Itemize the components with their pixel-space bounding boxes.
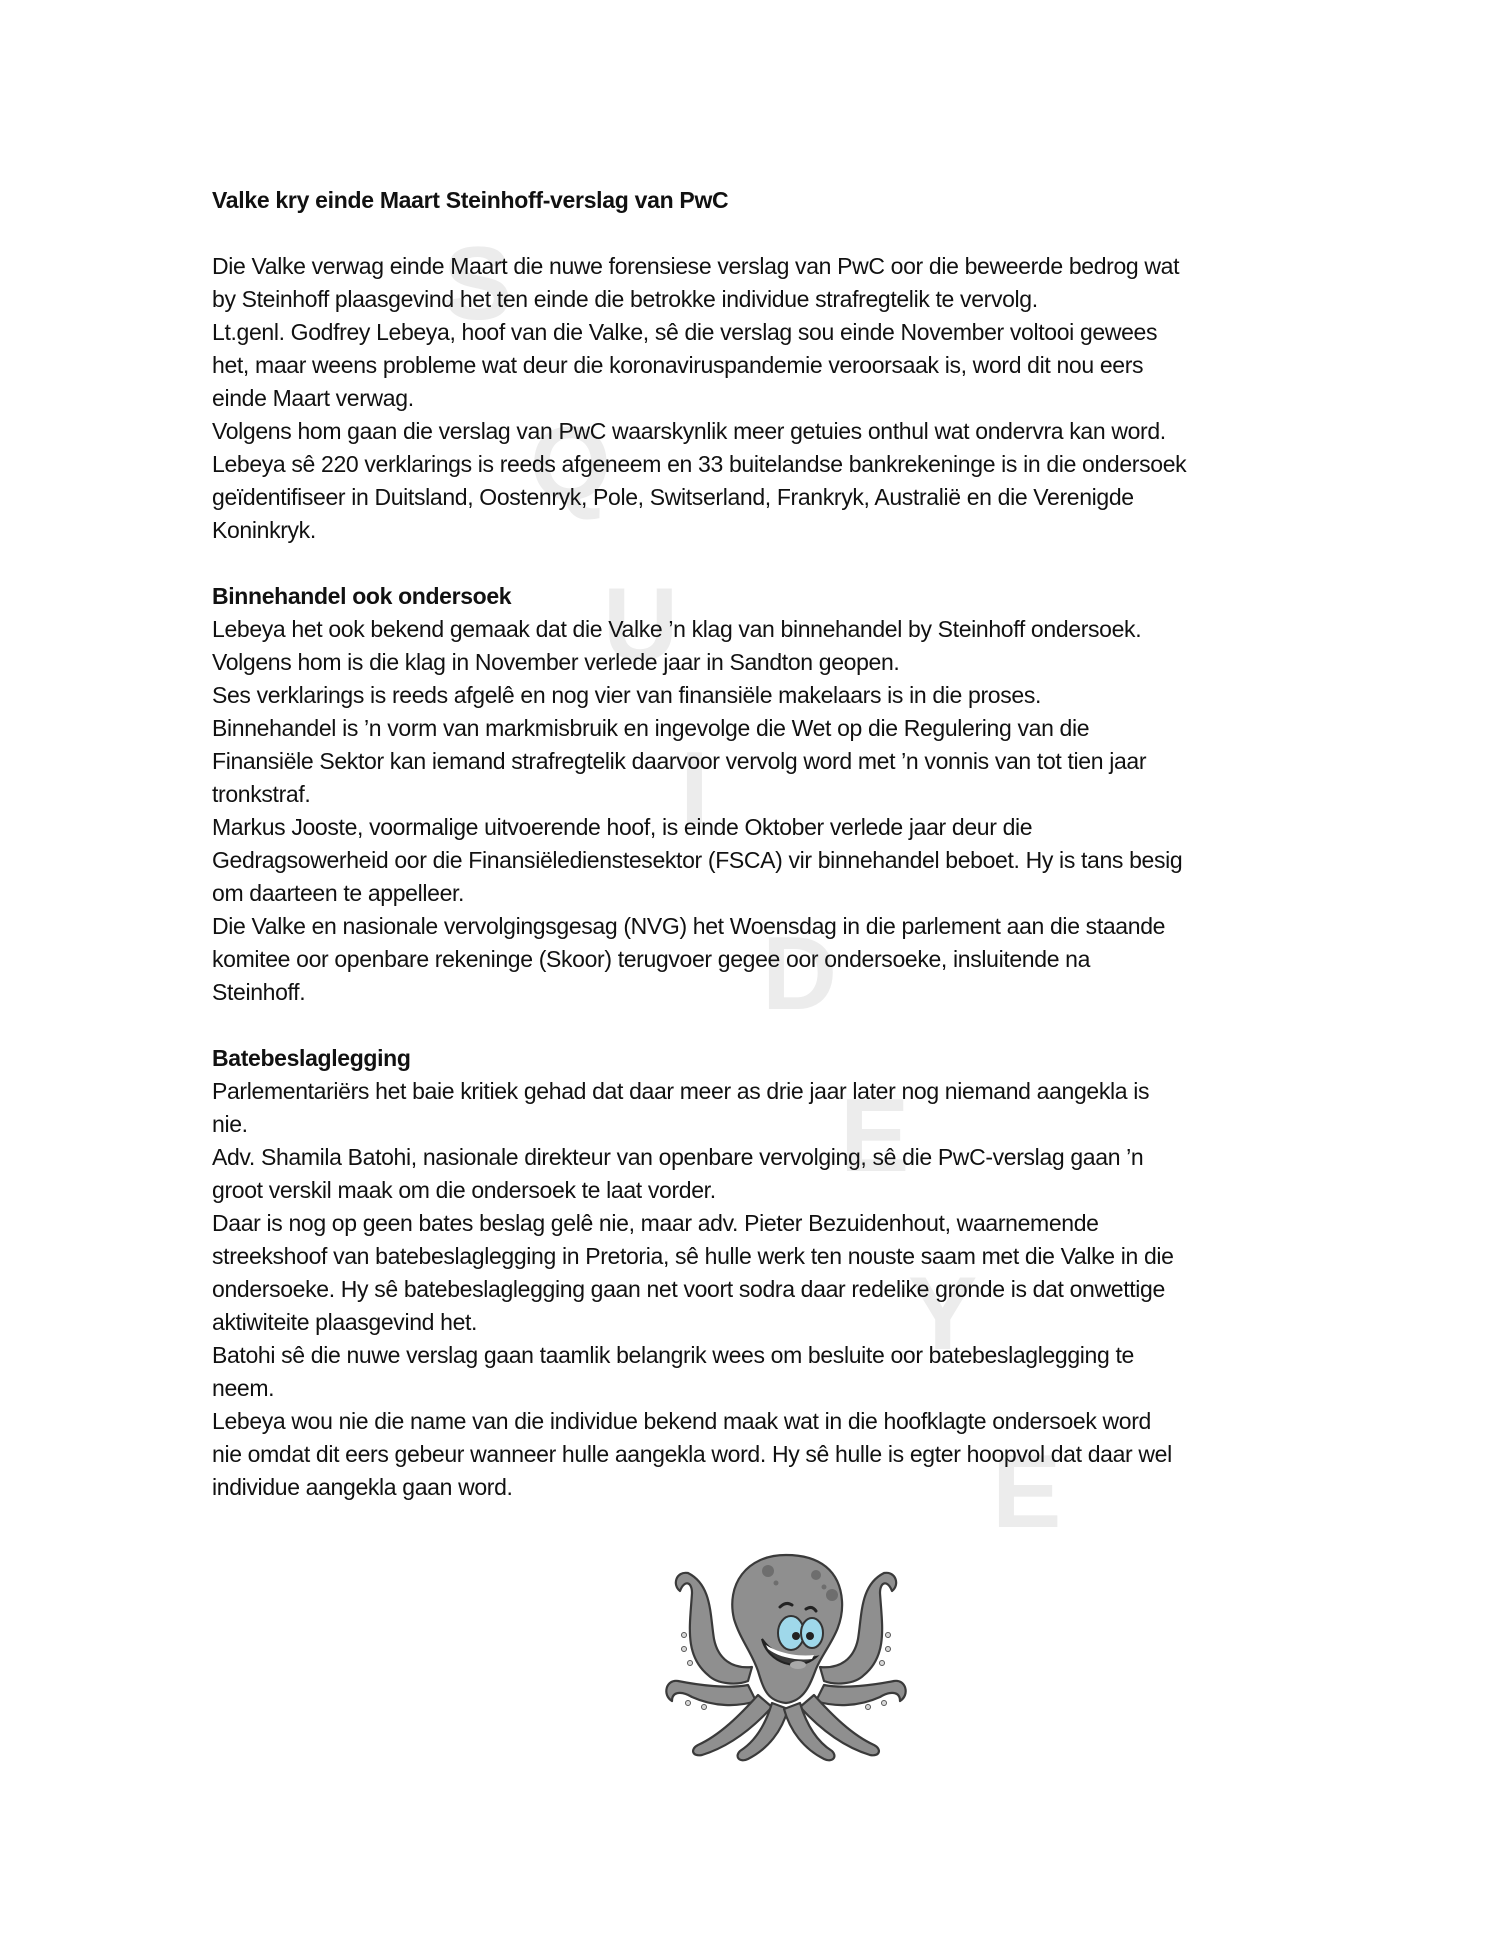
paragraph-line: Volgens hom is die klag in November verlede jaar in Sandton geopen. xyxy=(212,649,900,675)
paragraph-line: Koninkryk. xyxy=(212,517,316,543)
paragraph-line: individue aangekla gaan word. xyxy=(212,1474,513,1500)
paragraph-line: Batohi sê die nuwe verslag gaan taamlik belangrik wees om besluite oor batebeslaglegging te xyxy=(212,1342,1134,1368)
paragraph-line: by Steinhoff plaasgevind het ten einde die betrokke individue strafregtelik te vervolg. xyxy=(212,286,1038,312)
section-heading: Binnehandel ook ondersoek xyxy=(212,583,512,609)
paragraph-line: neem. xyxy=(212,1375,275,1401)
paragraph-line: Lt.genl. Godfrey Lebeya, hoof van die Valke, sê die verslag sou einde November voltooi gewees xyxy=(212,319,1158,345)
paragraph-line: tronkstraf. xyxy=(212,781,311,807)
watermark-letter-q: Q xyxy=(530,406,611,522)
section-binnehandel xyxy=(212,580,1292,1009)
paragraph-line: Parlementariërs het baie kritiek gehad dat daar meer as drie jaar later nog niemand aangekla is xyxy=(212,1078,1150,1104)
paragraph-line: komitee oor openbare rekeninge (Skoor) terugvoer gegee oor ondersoeke, insluitende na xyxy=(212,946,1091,972)
paragraph-line: het, maar weens probleme wat deur die koronaviruspandemie veroorsaak is, word dit nou eers xyxy=(212,352,1144,378)
paragraph-line: geïdentifiseer in Duitsland, Oostenryk, Pole, Switserland, Frankryk, Australië en die Verenigde xyxy=(212,484,1134,510)
section-heading: Batebeslaglegging xyxy=(212,1045,411,1071)
watermark-letter-u: U xyxy=(603,567,679,683)
section-batebeslaglegging xyxy=(212,1042,1292,1504)
spacer xyxy=(212,217,1292,250)
paragraph-line: Adv. Shamila Batohi, nasionale direkteur van openbare vervolging, sê die PwC-verslag gaan ’n xyxy=(212,1144,1144,1170)
paragraph-line: Lebeya het ook bekend gemaak dat die Valke ’n klag van binnehandel by Steinhoff ondersoek. xyxy=(212,616,1142,642)
paragraph-line: Finansiële Sektor kan iemand strafregtelik daarvoor vervolg word met ’n vonnis van tot tien jaar xyxy=(212,748,1147,774)
paragraph-line: ondersoeke. Hy sê batebeslaglegging gaan net voort sodra daar redelike gronde is dat onwettige xyxy=(212,1276,1165,1302)
paragraph-line: streekshoof van batebeslaglegging in Pretoria, sê hulle werk ten nouste saam met die Valke in die xyxy=(212,1243,1174,1269)
spacer xyxy=(212,1009,1292,1042)
paragraph-line: groot verskil maak om die ondersoek te laat vorder. xyxy=(212,1177,716,1203)
paragraph-line: Die Valke en nasionale vervolgingsgesag (NVG) het Woensdag in die parlement aan die staande xyxy=(212,913,1166,939)
paragraph-line: aktiwiteite plaasgevind het. xyxy=(212,1309,478,1335)
document-body xyxy=(212,184,1292,1504)
paragraph-line: nie omdat dit eers gebeur wanneer hulle aangekla word. Hy sê hulle is egter hoopvol dat daar wel xyxy=(212,1441,1172,1467)
document-title: Valke kry einde Maart Steinhoff-verslag van PwC xyxy=(212,187,729,213)
paragraph-line: Steinhoff. xyxy=(212,979,306,1005)
paragraph-line: Binnehandel is ’n vorm van markmisbruik en ingevolge die Wet op die Regulering van die xyxy=(212,715,1090,741)
paragraph-line: Ses verklarings is reeds afgelê en nog vier van finansiële makelaars is in die proses. xyxy=(212,682,1042,708)
paragraph-line: nie. xyxy=(212,1111,248,1137)
paragraph-line: Daar is nog op geen bates beslag gelê nie, maar adv. Pieter Bezuidenhout, waarnemende xyxy=(212,1210,1099,1236)
paragraph-line: Volgens hom gaan die verslag van PwC waarskynlik meer getuies onthul wat ondervra kan word. xyxy=(212,418,1166,444)
watermark-letter-y: Y xyxy=(908,1256,978,1372)
watermark-letter-s: S xyxy=(443,226,513,342)
section-intro xyxy=(212,250,1292,547)
paragraph-line: Markus Jooste, voormalige uitvoerende hoof, is einde Oktober verlede jaar deur die xyxy=(212,814,1033,840)
paragraph-line: Lebeya sê 220 verklarings is reeds afgeneem en 33 buitelandse bankrekeninge is in die ondersoek xyxy=(212,451,1187,477)
spacer xyxy=(212,547,1292,580)
paragraph-line: om daarteen te appelleer. xyxy=(212,880,465,906)
watermark-letter-i: I xyxy=(680,731,709,847)
paragraph-line: Gedragsowerheid oor die Finansiëledienstesektor (FSCA) vir binnehandel beboet. Hy is tans besig xyxy=(212,847,1183,873)
watermark-letter-e: E xyxy=(840,1078,910,1194)
watermark-letter-d: D xyxy=(762,916,838,1032)
paragraph-line: Lebeya wou nie die name van die individue bekend maak wat in die hoofklagte ondersoek word xyxy=(212,1408,1151,1434)
watermark-letter-e-2: E xyxy=(992,1434,1062,1550)
paragraph-line: einde Maart verwag. xyxy=(212,385,414,411)
octopus-cartoon-icon xyxy=(648,1535,918,1765)
paragraph-line: Die Valke verwag einde Maart die nuwe forensiese verslag van PwC oor die beweerde bedrog wat xyxy=(212,253,1180,279)
